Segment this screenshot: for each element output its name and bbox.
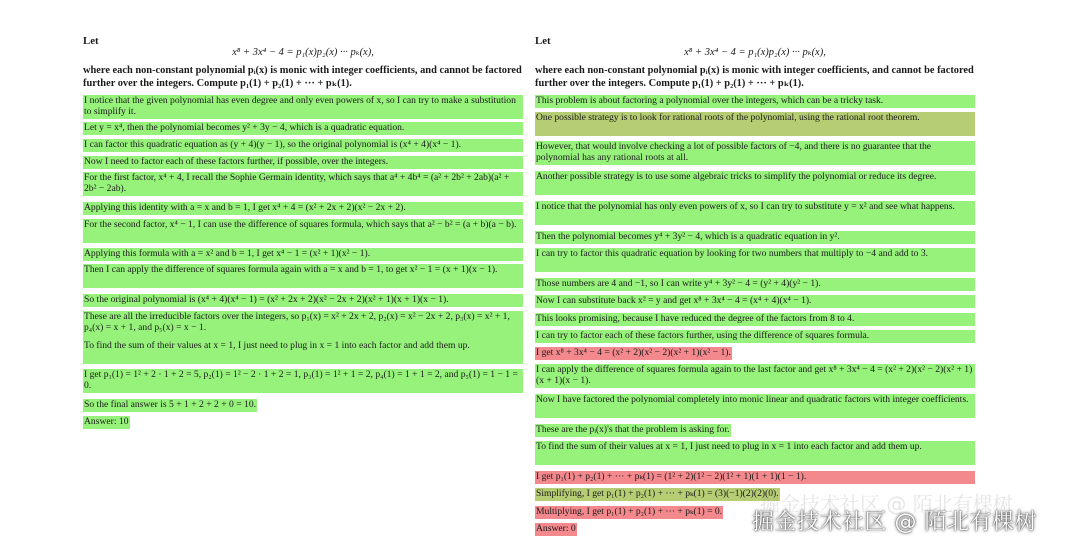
faint-watermark: 掘金技术社区 @ 陌北有棵树 xyxy=(760,492,1013,516)
step-correct: Another possible strategy is to use some algebraic tricks to simplify the polynomial or reduce its degree. xyxy=(535,171,975,195)
problem-equation: x⁸ + 3x⁴ − 4 = p₁(x)p₂(x) ··· pₖ(x), xyxy=(684,47,826,58)
step-correct: This looks promising, because I have reduced the degree of the factors from 8 to 4. xyxy=(535,313,975,326)
step-correct: For the first factor, x⁴ + 4, I recall the Sophie Germain identity, which says that a⁴ + 4b⁴ = (a² + 2b² + 2ab)(a² + 2b² − 2ab). xyxy=(83,172,523,196)
step-correct: I get p₁(1) = 1² + 2 · 1 + 2 = 5, p₂(1) = 1² − 2 · 1 + 2 = 1, p₃(1) = 1² + 1 = 2, p₄(1) = 1 + 1 = 2, and p₅(1) = 1 − 1 = 0. xyxy=(83,369,523,393)
step-correct: However, that would involve checking a lot of possible factors of −4, and there is no guarantee that the polynomial has any rational roots at all. xyxy=(535,141,975,165)
step-correct: I can try to factor this quadratic equation by looking for two numbers that multiply to −4 and add to 3. xyxy=(535,248,975,272)
step-correct: So the final answer is 5 + 1 + 2 + 2 + 0 = 10. xyxy=(84,399,257,410)
step-correct: Applying this formula with a = x² and b = 1, I get x⁴ − 1 = (x² + 1)(x² − 1). xyxy=(83,248,523,261)
step-correct: These are all the irreducible factors over the integers, so p₁(x) = x² + 2x + 2, p₂(x) = x² − 2x + 2, p₃(x) = x² + 1, p₄(x) = x + 1, and p₅(x) = x − 1. xyxy=(83,311,523,346)
step-correct: These are the pᵢ(x)'s that the problem is asking for. xyxy=(536,424,730,435)
problem-equation: x⁸ + 3x⁴ − 4 = p₁(x)p₂(x) ··· pₖ(x), xyxy=(232,47,374,58)
problem-label: Let xyxy=(535,35,551,47)
step-correct: This problem is about factoring a polynomial over the integers, which can be a tricky task. xyxy=(535,95,975,108)
step-correct: Now I can substitute back x² = y and get x⁸ + 3x⁴ − 4 = (x⁴ + 4)(x⁴ − 1). xyxy=(535,295,975,308)
step-incorrect: I get x⁸ + 3x⁴ − 4 = (x² + 2)(x² − 2)(x² + 1)(x² − 1). xyxy=(536,347,731,358)
step-correct: Answer: 10 xyxy=(84,416,129,427)
watermark-text: 掘金技术社区 @ 陌北有棵树 xyxy=(752,510,1037,535)
step-neutral: One possible strategy is to look for rational roots of the polynomial, using the rational root theorem. xyxy=(535,112,975,136)
step-correct: Then the polynomial becomes y⁴ + 3y² − 4, which is a quadratic equation in y². xyxy=(535,231,975,244)
step-correct: I notice that the polynomial has only even powers of x, so I can try to substitute y = x² and see what happens. xyxy=(535,201,975,225)
step-correct: I can factor this quadratic equation as (y + 4)(y − 1), so the original polynomial is (x⁴ + 4)(x⁴ − 1). xyxy=(83,139,523,152)
step-incorrect: I get p₁(1) + p₂(1) + ··· + pₖ(1) = (1² + 2)(1² − 2)(1² + 1)(1 + 1)(1 − 1). xyxy=(535,471,975,484)
step-correct: I can apply the difference of squares formula again to the last factor and get x⁸ + 3x⁴ − 4 = (x² + 2)(x² − 2)(x² + 1)(x + 1)(x − 1). xyxy=(535,364,975,388)
step-incorrect: Multiplying, I get p₁(1) + p₂(1) + ··· + pₖ(1) = 0. xyxy=(536,506,723,517)
step-correct: To find the sum of their values at x = 1, I just need to plug in x = 1 into each factor and add them up. xyxy=(83,340,523,364)
step-correct: Those numbers are 4 and −1, so I can write y⁴ + 3y² − 4 = (y² + 4)(y² − 1). xyxy=(535,278,975,291)
problem-statement: where each non-constant polynomial pᵢ(x) is monic with integer coefficients, and cannot be factored further over the integers. Compute p₁(1) + p₂(1) + ··· + pₖ(1). xyxy=(83,65,522,89)
step-correct: Let y = x⁴, then the polynomial becomes y² + 3y − 4, which is a quadratic equation. xyxy=(83,122,523,135)
step-correct: Now I need to factor each of these factors further, if possible, over the integers. xyxy=(83,156,523,169)
step-correct: For the second factor, x⁴ − 1, I can use the difference of squares formula, which says that a² − b² = (a + b)(a − b). xyxy=(83,219,523,243)
problem-label: Let xyxy=(83,35,99,47)
step-correct: So the original polynomial is (x⁴ + 4)(x⁴ − 1) = (x² + 2x + 2)(x² − 2x + 2)(x² + 1)(x + 1)(x − 1). xyxy=(83,294,523,307)
step-correct: I notice that the given polynomial has even degree and only even powers of x, so I can try to make a substitution to simplify it. xyxy=(83,95,523,119)
step-correct: Applying this identity with a = x and b = 1, I get x⁴ + 4 = (x² + 2x + 2)(x² − 2x + 2). xyxy=(83,202,523,215)
problem-statement: where each non-constant polynomial pᵢ(x) is monic with integer coefficients, and cannot be factored further over the integers. Compute p₁(1) + p₂(1) + ··· + pₖ(1). xyxy=(535,65,974,89)
step-neutral: Simplifying, I get p₁(1) + p₂(1) + ··· + pₖ(1) = (3)(−1)(2)(2)(0). xyxy=(536,488,779,499)
step-correct: Now I have factored the polynomial completely into monic linear and quadratic factors with integer coefficients. xyxy=(535,394,975,418)
step-correct: I can try to factor each of these factors further, using the difference of squares formula. xyxy=(535,330,975,343)
step-incorrect: Answer: 0 xyxy=(536,523,576,534)
step-correct: Then I can apply the difference of squares formula again with a = x and b = 1, to get x² − 1 = (x + 1)(x − 1). xyxy=(83,264,523,288)
step-correct: To find the sum of their values at x = 1, I just need to plug in x = 1 into each factor and add them up. xyxy=(535,441,975,465)
